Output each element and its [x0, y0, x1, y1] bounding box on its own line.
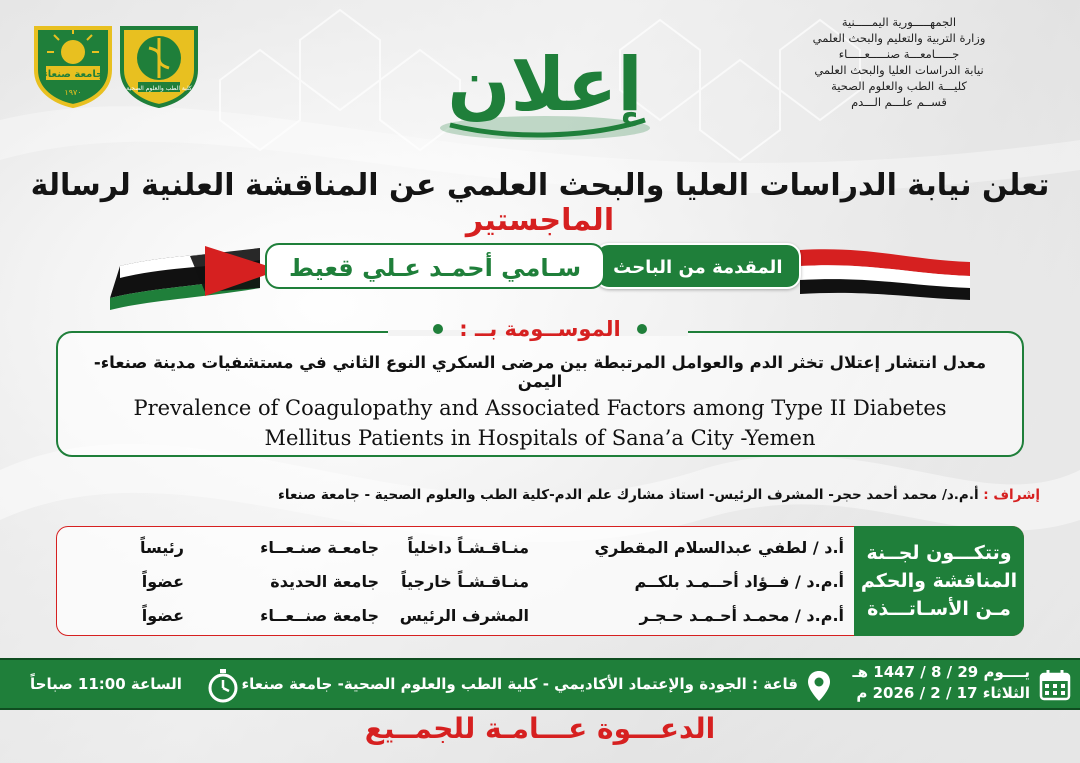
header-line: كليـــة الطب والعلوم الصحية: [831, 79, 967, 93]
committee-member-row: [66, 572, 844, 604]
member-university: جامعـة صنـعــاء: [260, 538, 379, 557]
event-info-bar: [0, 658, 1080, 710]
thesis-box: [56, 331, 1024, 457]
main-heading: [30, 168, 1050, 238]
location-pin-icon: [806, 669, 832, 703]
bullet-dot: [433, 324, 443, 334]
medicine-faculty-logo: [118, 22, 200, 108]
member-name: أ.د / لطفي عبدالسلام المقطري: [594, 538, 844, 557]
event-time: الساعة 11:00 صباحاً: [30, 675, 182, 693]
thesis-title-english-line1: Prevalence of Coagulopathy and Associated Factors among Type II Diabetes: [133, 396, 947, 420]
announcement-text: إعلان: [447, 42, 643, 128]
researcher-label: المقدمة من الباحث: [595, 243, 800, 289]
header-line: جـــــامعـــة صنـــــعـــــاء: [838, 47, 960, 61]
member-role: منـاقـشـاً داخلياً: [407, 538, 529, 557]
header-line: وزارة التربية والتعليم والبحث العلمي: [812, 31, 986, 45]
calendar-icon: [1038, 668, 1072, 702]
main-heading-text: تعلن نيابة الدراسات العليا والبحث العلمي عن المناقشة العلنية لرسالة: [30, 168, 1050, 203]
header-line: الجمهـــــورية اليمـــــنية: [841, 15, 957, 29]
member-position: عضواً: [141, 606, 184, 625]
member-position: عضواً: [141, 572, 184, 591]
member-university: جامعة صنــعــاء: [260, 606, 379, 625]
sanaa-university-logo: [32, 22, 114, 108]
main-heading-accent: الماجستير: [465, 203, 615, 238]
supervisor-label: إشراف :: [983, 487, 1040, 503]
member-name: أ.م.د / محمـد أحـمـد حـجـر: [639, 606, 844, 625]
public-invitation: الدعـــوة عـــامـة للجمــيع: [364, 712, 716, 745]
logo-med-text: كلية الطب والعلوم الصحية: [126, 85, 192, 92]
bullet-dot: [637, 324, 647, 334]
announcement-title: [430, 10, 660, 145]
supervisor-text: أ.م.د/ محمد أحمد حجر- المشرف الرئيس- استاذ مشارك علم الدم-كلية الطب والعلوم الصحية - جامعة صنعاء: [277, 487, 979, 503]
committee-tag-line: مـن الأسـاتـــذة: [867, 598, 1011, 620]
committee-tag-line: وتتكـــون لجــنة: [866, 542, 1012, 564]
committee-member-row: [66, 538, 844, 570]
thesis-label: [390, 312, 690, 346]
committee-tag: [854, 526, 1024, 636]
event-hall: قاعة : الجودة والإعتماد الأكاديمي - كلية الطب والعلوم الصحية- جامعة صنعاء: [241, 675, 798, 693]
committee-member-row: [66, 606, 844, 638]
supervisor-line: [40, 487, 1040, 503]
event-hijri-date: يــــوم 29 / 8 / 1447 هـ: [852, 663, 1030, 681]
thesis-title-english: [78, 393, 1002, 453]
researcher-name: سـامي أحمـد عـلي قعيط: [265, 243, 605, 289]
member-university: جامعة الحديدة: [270, 572, 379, 591]
member-name: أ.م.د / فــؤاد أحــمـد بلكــم: [634, 572, 844, 591]
committee-tag-line: المناقشة والحكم: [860, 570, 1018, 592]
member-role: المشرف الرئيس: [399, 606, 529, 625]
member-position: رئيساً: [139, 538, 184, 557]
header-line: نيابة الدراسات العليا والبحث العلمي: [814, 63, 984, 77]
clock-icon: [206, 668, 240, 704]
member-role: منـاقـشـاً خارجياً: [400, 572, 529, 591]
thesis-title-arabic: معدل انتشار إعتلال تخثر الدم والعوامل المرتبطة بين مرضى السكري النوع الثاني في مستشفيات مدينة صنعاء-اليمن: [93, 353, 987, 391]
header-line: قســم علـــم الـــدم: [851, 95, 947, 109]
institution-header: [784, 14, 1014, 110]
logo-sanaa-text: جامعة صنعاء: [42, 69, 104, 80]
event-gregorian-date: الثلاثاء 17 / 2 / 2026 م: [856, 684, 1030, 702]
thesis-label-text: الموســومة بــ :: [459, 317, 621, 341]
researcher-banner: [265, 241, 801, 291]
thesis-title-english-line2: Mellitus Patients in Hospitals of Sana’a City -Yemen: [264, 426, 816, 450]
logo-sanaa-year: ١٩٧٠: [64, 88, 82, 97]
